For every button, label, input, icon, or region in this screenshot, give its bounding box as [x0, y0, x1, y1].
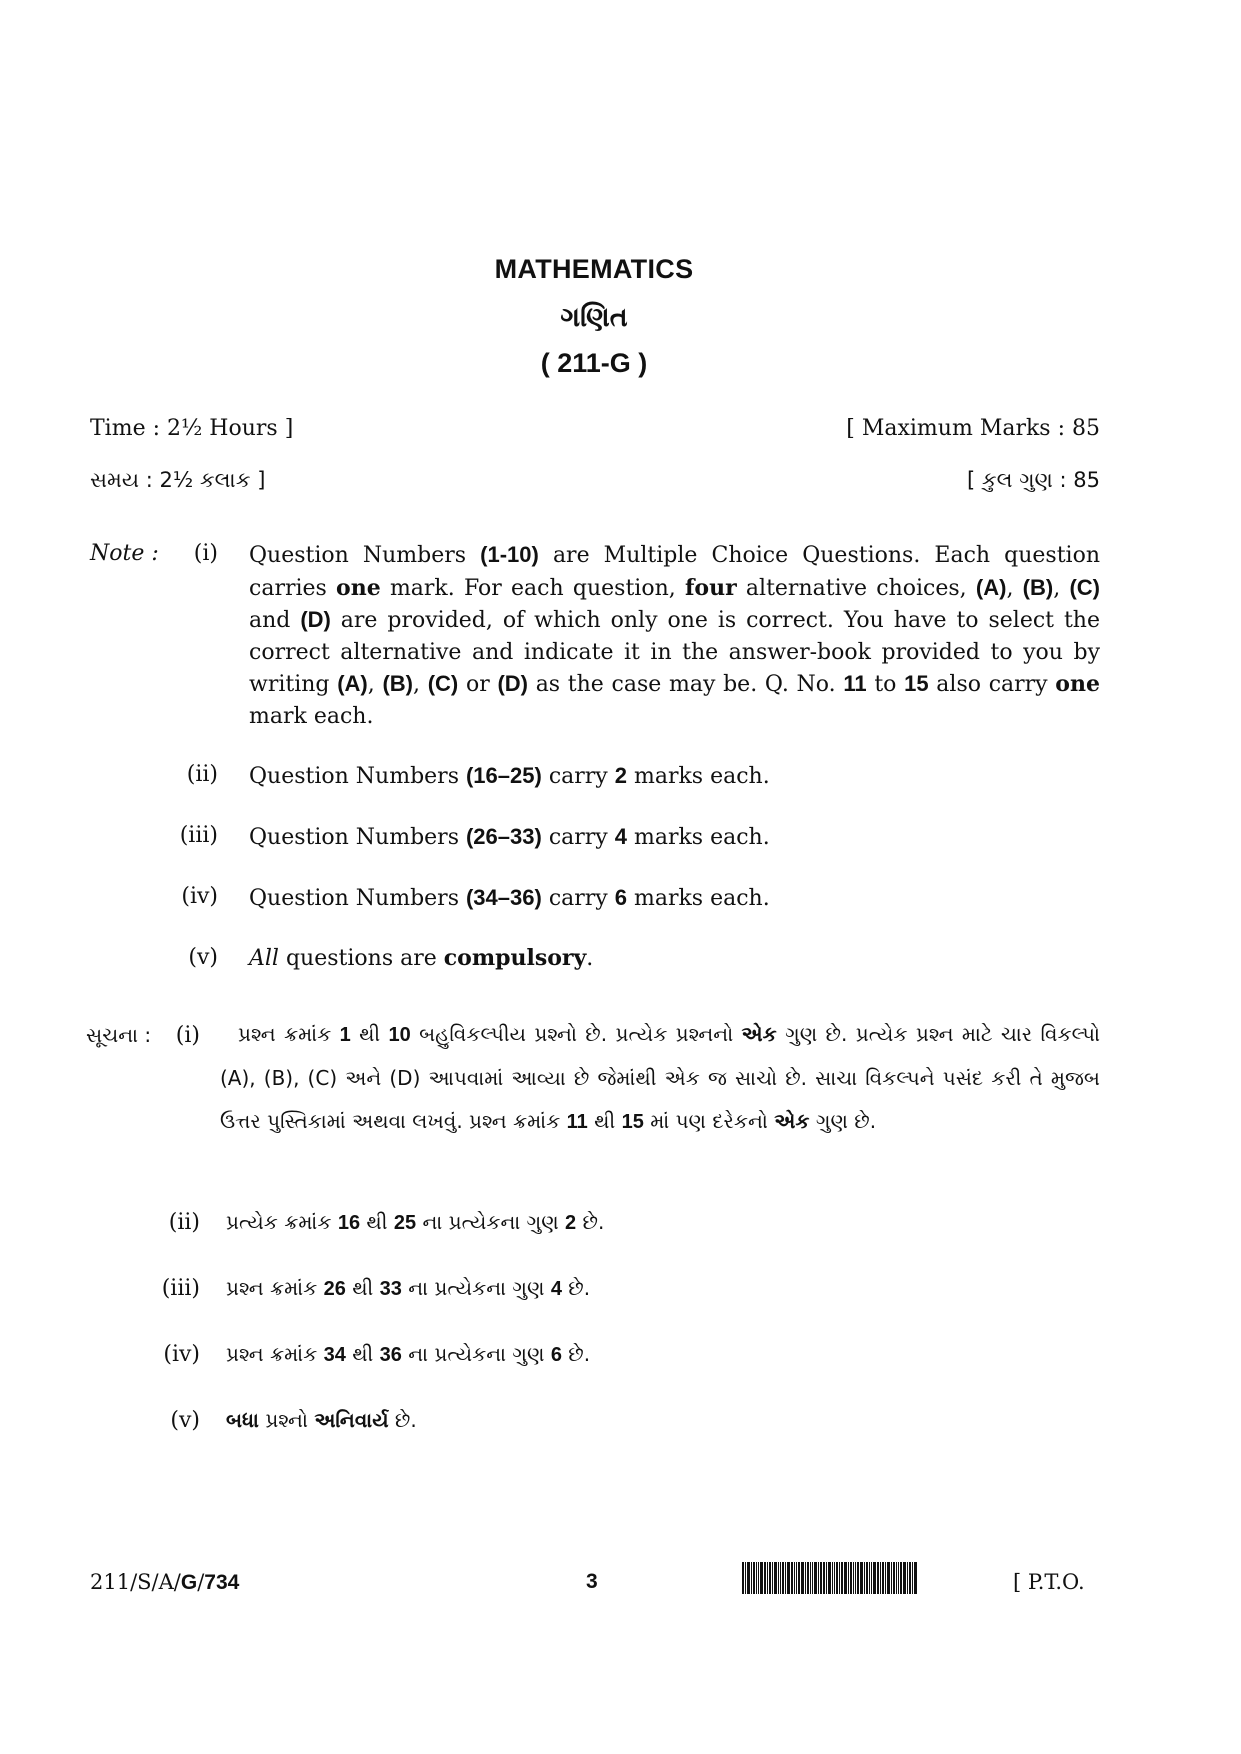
page-title-gujarati: ગણિત	[560, 302, 628, 333]
note-item-number: (v)	[170, 1408, 200, 1433]
note-item-v: All questions are compulsory.	[249, 945, 594, 971]
note-item-iii: Question Numbers (26–33) carry 4 marks each.	[249, 824, 770, 850]
time-label: Time : 2½ Hours ]	[90, 416, 294, 441]
note-item-number: (iv)	[181, 884, 218, 909]
note-item-number: (ii)	[186, 762, 218, 787]
max-marks-label-gujarati: [ કુલ ગુણ : 85	[966, 468, 1100, 492]
note-item-ii-gujarati: પ્રત્યેક ક્રમાંક 16 થી 25 ના પ્રત્યેકના ગુણ 2 છે.	[226, 1210, 605, 1234]
paper-code: 211/S/A/G/734	[90, 1570, 240, 1594]
max-marks-label: [ Maximum Marks : 85	[846, 416, 1100, 441]
pto-label: [ P.T.O.	[1013, 1570, 1085, 1594]
note-item-v-gujarati: બધા પ્રશ્નો અનિવાર્ય છે.	[226, 1408, 417, 1432]
barcode	[742, 1562, 918, 1594]
time-label-gujarati: સમય : 2½ કલાક ]	[90, 468, 266, 492]
note-item-number: (i)	[193, 541, 218, 566]
note-label: Note :	[90, 541, 159, 566]
note-item-number: (iii)	[161, 1276, 200, 1301]
note-label-gujarati: સૂચના :	[86, 1023, 152, 1047]
note-item-i: Question Numbers (1-10) are Multiple Choice Questions. Each question carries one mark. For each question, four alternative choices, (A), (B), (C) and (D) are provided, of which only one is correct. You have to select the correct alternative and indicate it in the answer-book provided to you by writing (A), (B), (C) or (D) as the case may be. Q. No. 11 to 15 also carry one mark each.	[249, 542, 1100, 729]
note-item-iv: Question Numbers (34–36) carry 6 marks each.	[249, 885, 770, 911]
note-item-i-gujarati: પ્રશ્ન ક્રમાંક 1 થી 10 બહુવિકલ્પીય પ્રશ્નો છે. પ્રત્યેક પ્રશ્નનો એક ગુણ છે. પ્રત્યેક પ્રશ્ન માટે ચાર વિકલ્પો (A), (B), (C) અને (D) આપવામાં આવ્યા છે જેમાંથી એક જ સાચો છે. સાચા વિકલ્પને પસંદ કરી તે મુજબ ઉત્તર પુસ્તિકામાં અથવા લખવું. પ્રશ્ન ક્રમાંક 11 થી 15 માં પણ દરેકનો એક ગુણ છે.	[220, 1022, 1100, 1133]
note-item-iii-gujarati: પ્રશ્ન ક્રમાંક 26 થી 33 ના પ્રત્યેકના ગુણ 4 છે.	[226, 1276, 591, 1300]
note-item-number: (iv)	[163, 1342, 200, 1367]
time-marks-row	[90, 416, 1100, 446]
page-title: MATHEMATICS	[494, 254, 694, 284]
note-item-number: (v)	[188, 945, 218, 970]
note-item-ii: Question Numbers (16–25) carry 2 marks each.	[249, 763, 770, 789]
subject-code: ( 211-G )	[540, 348, 648, 378]
note-item-number: (ii)	[168, 1210, 200, 1235]
time-marks-row-gujarati	[90, 468, 1100, 498]
note-item-number: (i)	[175, 1023, 200, 1048]
page-number: 3	[586, 1570, 598, 1593]
note-item-iv-gujarati: પ્રશ્ન ક્રમાંક 34 થી 36 ના પ્રત્યેકના ગુણ 6 છે.	[226, 1342, 591, 1366]
note-item-number: (iii)	[179, 823, 218, 848]
